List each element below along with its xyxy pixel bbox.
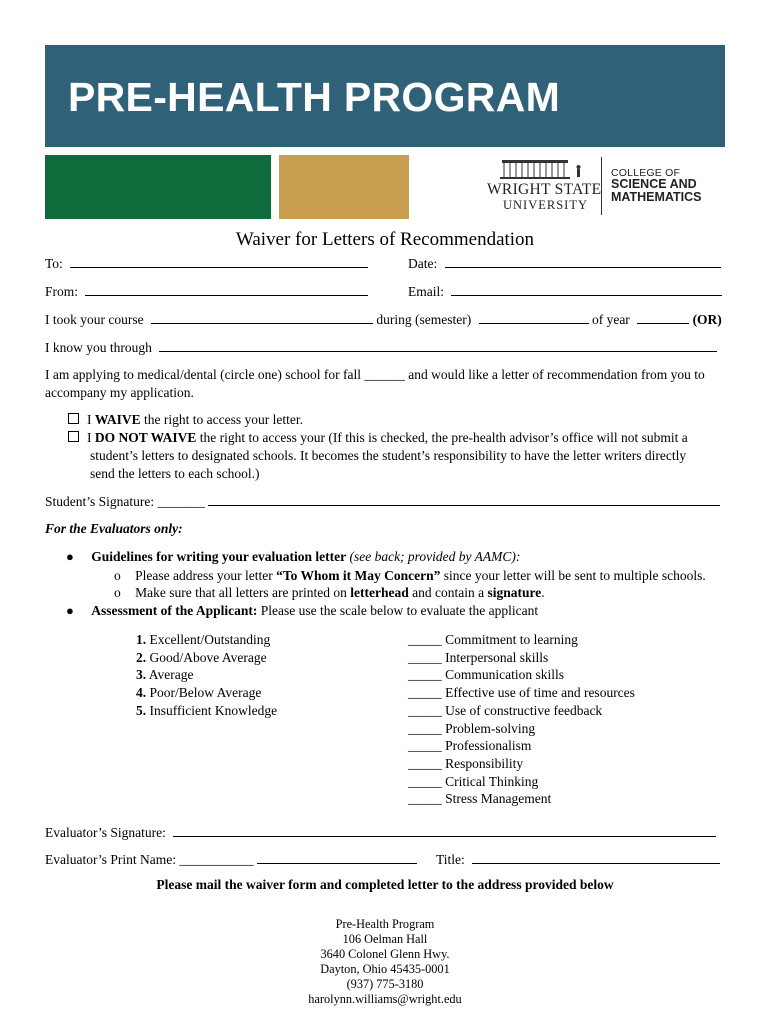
address-email[interactable]: harolynn.williams@wright.edu — [308, 992, 462, 1007]
mailing-address — [0, 917, 770, 1008]
criteria-item[interactable]: _____ Interpersonal skills — [408, 649, 549, 665]
evaluator-signature-field[interactable] — [173, 824, 716, 837]
program-title: PRE-HEALTH PROGRAM — [68, 74, 561, 120]
waive-pre: I — [87, 412, 95, 427]
email-field[interactable] — [451, 283, 722, 296]
date-label: Date: — [408, 256, 438, 271]
guidelines-bullet — [66, 549, 520, 565]
evaluator-print-field[interactable] — [257, 851, 417, 864]
scale-num: 1. — [136, 632, 147, 647]
criteria-item[interactable]: _____ Stress Management — [408, 791, 552, 807]
know-row — [45, 339, 717, 356]
criteria-item[interactable]: _____ Responsibility — [408, 755, 524, 771]
year-label: of year — [591, 312, 630, 327]
university-building-icon — [500, 157, 590, 181]
waive-checkbox[interactable] — [68, 413, 79, 424]
sub2-mid: and contain a — [408, 585, 488, 600]
college-line3: MATHEMATICS — [611, 190, 702, 204]
sub1-pre: Please address your letter — [135, 568, 277, 583]
scale-num: 4. — [136, 685, 147, 701]
scale-label: Insufficient Knowledge — [149, 702, 278, 718]
know-label: I know you through — [45, 340, 152, 355]
scale-item — [136, 702, 277, 720]
address-line2: 106 Oelman Hall — [342, 932, 428, 947]
student-signature-row — [45, 493, 720, 510]
from-label: From: — [45, 284, 79, 299]
criteria-item[interactable]: _____ Use of constructive feedback — [408, 702, 603, 718]
criteria-item[interactable]: _____ Professionalism — [408, 738, 532, 754]
mail-instruction: Please mail the waiver form and completed letter to the address provided below — [156, 877, 614, 892]
assessment-bullet — [66, 603, 538, 619]
sub1-post: since your letter will be sent to multiple schools. — [440, 568, 706, 583]
sub2-post: . — [541, 585, 545, 600]
notwaive-pre: I — [87, 430, 95, 445]
email-row — [408, 283, 722, 300]
sub-bullet-icon: o — [114, 568, 121, 583]
applying-text: I am applying to medical/dental (circle one) school for fall ______ and would like a letter of recommendation from you to accompany my application. — [45, 367, 705, 400]
scale-item — [136, 631, 277, 649]
criteria-item[interactable]: _____ Critical Thinking — [408, 773, 539, 789]
to-label: To: — [45, 256, 63, 271]
gold-block — [279, 155, 409, 219]
scale-label: Good/Above Average — [149, 649, 267, 665]
notwaive-bold: DO NOT WAIVE — [94, 430, 197, 445]
scale-label: Poor/Below Average — [149, 685, 262, 701]
scale-num: 2. — [136, 649, 147, 665]
guideline-sub2 — [114, 585, 545, 601]
course-label: I took your course — [45, 312, 144, 327]
student-signature-field[interactable] — [208, 493, 720, 506]
bullet-icon: ● — [66, 603, 74, 618]
scale-label: Excellent/Outstanding — [149, 632, 271, 647]
college-name — [611, 178, 702, 204]
evaluator-print-label: Evaluator’s Print Name: ___________ — [45, 852, 254, 867]
college-line2: SCIENCE AND — [611, 177, 697, 191]
address-line3: 3640 Colonel Glenn Hwy. — [320, 947, 450, 962]
waive-option — [68, 411, 728, 429]
title-field[interactable] — [472, 851, 720, 864]
college-line1: COLLEGE OF — [611, 167, 681, 179]
sub-bullet-icon: o — [114, 585, 121, 600]
scale-item — [136, 649, 277, 667]
notwaive-line2: student’s letters to designated schools. It becomes the student’s responsibility to have the letter writers directly — [90, 448, 687, 463]
scale-num: 3. — [136, 667, 147, 683]
student-signature-label: Student’s Signature: _______ — [45, 494, 205, 509]
notwaive-post: the right to access your (If this is checked, the pre-health advisor’s office will not submit a — [196, 430, 688, 445]
sub2-bold2: signature — [487, 585, 542, 600]
criteria-item[interactable]: _____ Effective use of time and resources — [408, 685, 635, 701]
rating-scale — [136, 631, 277, 720]
criteria-item[interactable]: _____ Problem-solving — [408, 720, 536, 736]
year-field[interactable] — [637, 311, 689, 324]
sub2-bold1: letterhead — [350, 585, 409, 600]
course-row — [45, 311, 722, 328]
guidelines-bold: Guidelines for writing your evaluation letter — [91, 549, 347, 564]
evaluators-heading: For the Evaluators only: — [45, 521, 183, 536]
title-row — [436, 851, 720, 868]
semester-field[interactable] — [479, 311, 589, 324]
scale-item — [136, 684, 277, 702]
guidelines-italic: (see back; provided by AAMC): — [346, 549, 521, 564]
to-row — [45, 255, 368, 272]
criteria-list — [408, 631, 635, 808]
not-waive-option — [68, 429, 738, 483]
criteria-item[interactable]: _____ Communication skills — [408, 667, 565, 683]
scale-num: 5. — [136, 702, 147, 718]
sub2-pre: Make sure that all letters are printed on — [135, 585, 351, 600]
scale-label: Average — [148, 667, 194, 683]
title-label: Title: — [436, 852, 465, 867]
guideline-sub1 — [114, 568, 706, 584]
assessment-post: Please use the scale below to evaluate the applicant — [257, 603, 539, 618]
assessment-bold: Assessment of the Applicant: — [91, 603, 258, 618]
date-row — [408, 255, 721, 272]
sub1-bold: “To Whom it May Concern” — [276, 568, 441, 583]
address-line4: Dayton, Ohio 45435-0001 — [320, 962, 450, 977]
during-label: during (semester) — [376, 312, 472, 327]
university-name: WRIGHT STATE — [487, 181, 602, 198]
logo-divider — [601, 157, 602, 215]
criteria-item[interactable]: _____ Commitment to learning — [408, 632, 578, 647]
green-block — [45, 155, 271, 219]
evaluator-signature-row — [45, 824, 716, 841]
university-word: UNIVERSITY — [503, 198, 588, 212]
evaluator-print-row — [45, 851, 417, 868]
from-field[interactable] — [85, 283, 368, 296]
not-waive-checkbox[interactable] — [68, 431, 79, 442]
email-label: Email: — [408, 284, 444, 299]
scale-item — [136, 666, 277, 684]
to-field[interactable] — [70, 255, 368, 268]
date-field[interactable] — [445, 255, 721, 268]
address-line1: Pre-Health Program — [335, 917, 435, 931]
form-title: Waiver for Letters of Recommendation — [235, 229, 535, 250]
or-label: (OR) — [692, 312, 722, 327]
from-row — [45, 283, 368, 300]
bullet-icon: ● — [66, 549, 74, 564]
waive-post: the right to access your letter. — [140, 412, 303, 427]
evaluator-signature-label: Evaluator’s Signature: — [45, 825, 166, 840]
waive-bold: WAIVE — [94, 412, 141, 427]
know-field[interactable] — [159, 339, 717, 352]
notwaive-line3: send the letters to each school.) — [90, 466, 260, 481]
address-phone: (937) 775-3180 — [346, 977, 424, 992]
course-field[interactable] — [151, 311, 373, 324]
